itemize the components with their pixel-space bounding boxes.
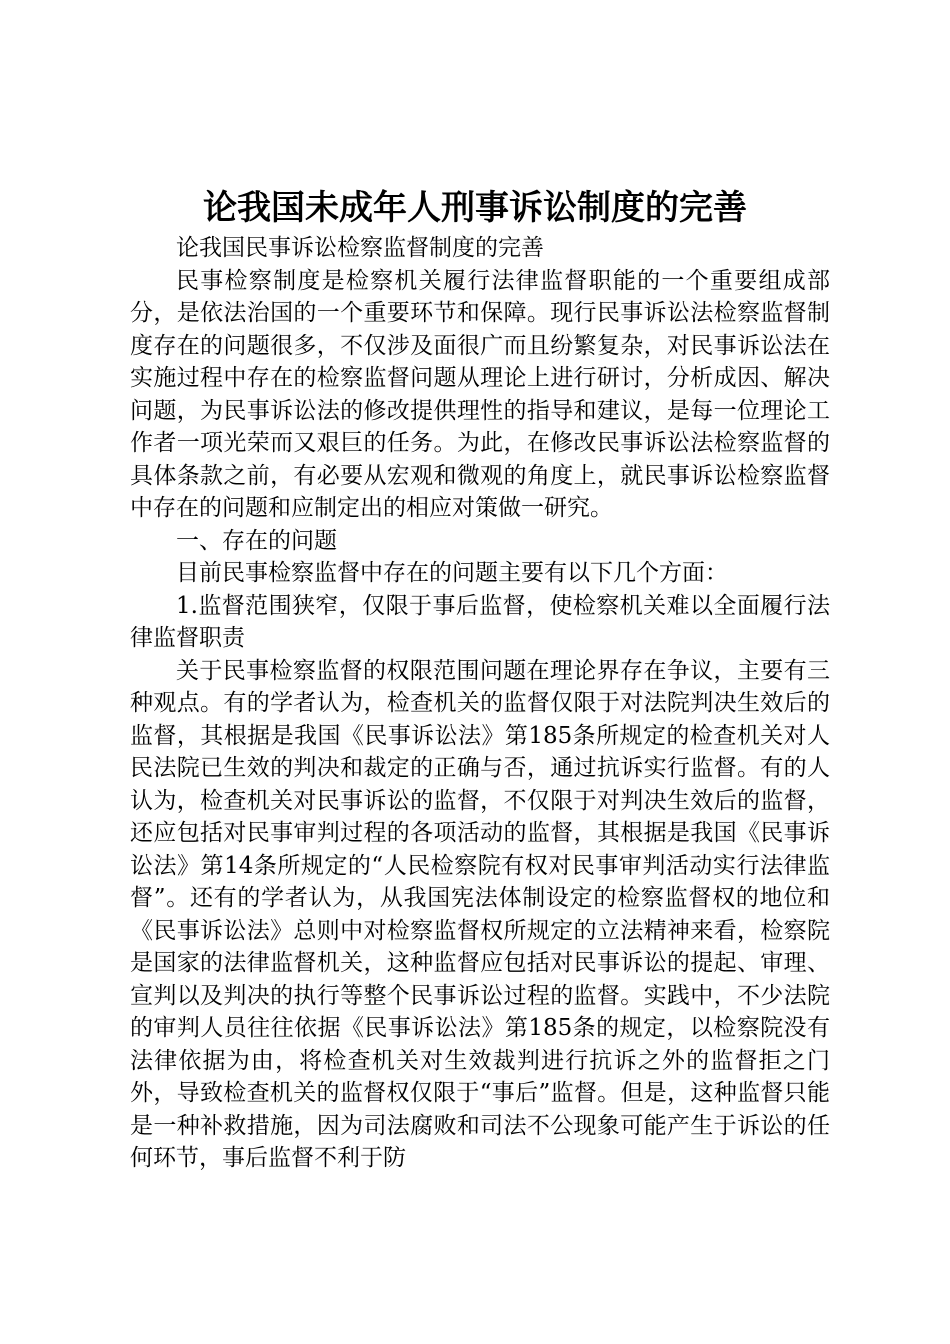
document-title: 论我国未成年人刑事诉讼制度的完善 [203,188,747,228]
subtitle-paragraph: 论我国民事诉讼检察监督制度的完善 [176,235,544,261]
section-lead-paragraph: 目前民事检察监督中存在的问题主要有以下几个方面： [176,560,728,586]
section-heading: 一、存在的问题 [176,527,337,554]
document-body [130,232,830,1175]
intro-paragraph: 民事检察制度是检察机关履行法律监督职能的一个重要组成部分，是依法治国的一个重要环节和保障。现行民事诉讼法检察监督制度存在的问题很多，不仅涉及面很广而且纷繁复杂，对民事诉讼法在实施过程中存在的检察监督问题从理论上进行研讨，分析成因、解决问题，为民事诉讼法的修改提供理性的指导和建议，是每一位理论工作者一项光荣而又艰巨的任务。为此，在修改民事诉讼法检察监督的具体条款之前，有必要从宏观和微观的角度上，就民事诉讼检察监督中存在的问题和应制定出的相应对策做一研究。 [130,267,830,521]
point-heading: 1.监督范围狭窄，仅限于事后监督，使检察机关难以全面履行法律监督职责 [130,592,830,651]
body-paragraph: 关于民事检察监督的权限范围问题在理论界存在争议，主要有三种观点。有的学者认为，检查机关的监督仅限于对法院判决生效后的监督，其根据是我国《民事诉讼法》第185条所规定的检查机关对人民法院已生效的判决和裁定的正确与否，通过抗诉实行监督。有的人认为，检查机关对民事诉讼的监督，不仅限于对判决生效后的监督，还应包括对民事审判过程的各项活动的监督，其根据是我国《民事诉讼法》第14条所规定的“人民检察院有权对民事审判活动实行法律监督”。还有的学者认为，从我国宪法体制设定的检察监督权的地位和《民事诉讼法》总则中对检察监督权所规定的立法精神来看，检察院是国家的法律监督机关，这种监督应包括对民事诉讼的提起、审理、宣判以及判决的执行等整个民事诉讼过程的监督。实践中，不少法院的审判人员往往依据《民事诉讼法》第185条的规定，以检察院没有法律依据为由，将检查机关对生效裁判进行抗诉之外的监督拒之门外，导致检查机关的监督权仅限于“事后”监督。但是，这种监督只能是一种补救措施，因为司法腐败和司法不公现象可能产生于诉讼的任何环节，事后监督不利于防 [130,657,830,1171]
